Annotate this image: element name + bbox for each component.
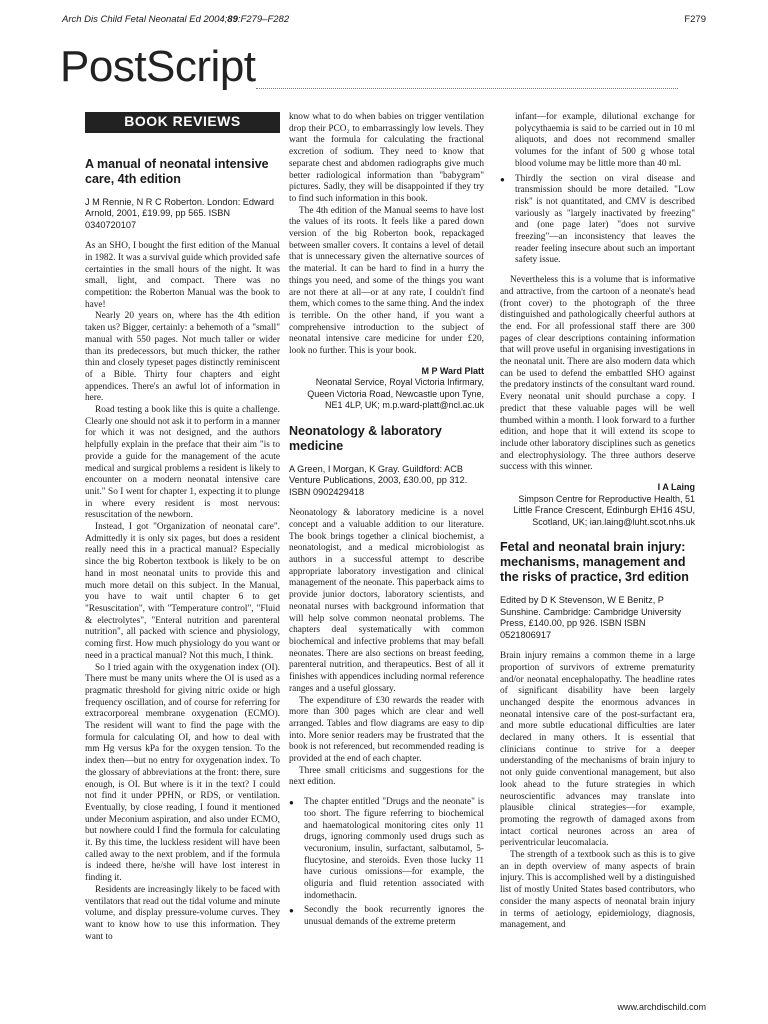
paragraph: Nearly 20 years on, where has the 4th edition taken us? Bigger, certainly: a behemoth of a "small" manual with 550 pages. Not much taller or wider than its predecessors, but much thicker, the rather thin and closely typeset pages distinctly reminiscent of a Bible. Thirty four chapters and eight appendices. There's an awful lot of information in here.: [85, 311, 280, 404]
column-3: [500, 112, 695, 932]
reviewer-affiliation: Simpson Centre for Reproductive Health, 51: [518, 493, 695, 504]
reviewer-affiliation: Scotland, UK; ian.laing@luht.scot.nhs.uk: [532, 516, 695, 527]
footer-link[interactable]: www.archdischild.com: [617, 1002, 706, 1012]
review-title: A manual of neonatal intensive care, 4th edition: [85, 156, 269, 186]
paragraph: Residents are increasingly likely to be faced with ventilators that read out the tidal volume and minute volume, and display pressure-volume curves. They want to know how to use this information. They want to: [85, 884, 280, 942]
dotted-rule: [256, 88, 678, 89]
paragraph: Road testing a book like this is quite a challenge. Clearly one should not ask it to perform in a manner for which it was not designed, and the authors helpfully explain in the preface that their aim "is to provide a guide for the management of the acute medical and surgical problems a resident is likely to encounter on a modern neonatal intensive care unit." So I went for chapter 1, expecting it to plunge in where every resident is most nervous: resuscitation of the newborn.: [85, 405, 280, 521]
paragraph: Three small criticisms and suggestions for the next edition.: [289, 765, 484, 788]
bullet-list: [289, 797, 484, 929]
review-title: Fetal and neonatal brain injury: mechanisms, management and the risks of practice, 3rd edition: [500, 540, 689, 585]
column-2: [289, 112, 484, 937]
section-brand: PostScript: [60, 42, 256, 91]
page-number: F279: [684, 14, 706, 25]
paragraph: Brain injury remains a common theme in a large proportion of survivors of extreme prematurity and/or neonatal encephalopathy. The headline rates of significant disability have been largely unchanged despite the enormous advances in neonatal intensive care of the post-surfactant era, and more subtle educational difficulties are later declared in many others. It is essential that clinicians continue to strive for a deeper understanding of the mechanisms of brain injury to not only guide conventional management, but also look ahead to the future strategies in which neuroscientific advances may translate into plausible clinical strategies—for example, promoting the regrowth of damaged axons from intact cortical neurones across an area of periventricular leucomalacia.: [500, 651, 695, 849]
reviewer-name: I A Laing: [657, 482, 695, 493]
review-citation: J M Rennie, N R C Roberton. London: Edward Arnold, 2001, £19.99, pp 565. ISBN 0340720107: [85, 196, 274, 230]
review-citation: A Green, I Morgan, K Gray. Guildford: ACB Venture Publications, 2003, £30.00, pp 312. ISBN 0902429418: [289, 463, 468, 497]
reviewer-signature: [500, 482, 695, 528]
section-banner: BOOK REVIEWS: [85, 112, 280, 133]
list-item: ● Secondly the book recurrently ignores the unusual demands of the extreme preterm: [289, 905, 484, 928]
column-1: [85, 112, 280, 943]
list-item-continued: infant—for example, dilutional exchange for polycythaemia is said to be carried out in 10 ml aliquots, and does not recommend smaller volumes for the infant of 500 g whose total blood volume may be little more than 40 ml.: [515, 112, 695, 169]
paragraph: know what to do when babies on trigger ventilation drop their PCO₂ to embarrassingly low levels. They want the formula for calculating the fractional excretion of sodium. They need to know that separate chest and abdomen radiographs give much better radiological information than "babygram" pictures. Sadly, they will be disappointed if they try to find such information in this book.: [289, 112, 484, 204]
paragraph: Instead, I got "Organization of neonatal care". Admittedly it is only six pages, but does a resident really need this in a practical manual? Especially since the big Roberton textbook is likely to be on hand in most neonatal units to provide this and much more detail on this subject. In the Manual, you have to wait until chapter 6 to get "Resuscitation", with "Temperature control", "Fluid & electrolytes", "Enteral nutrition and parenteral nutrition", all packed with science and physiology, coming first. How much physiology do you want or need in a practical manual? Not this much, I think.: [85, 522, 280, 661]
paragraph: So I tried again with the oxygenation index (OI). There must be many units where the OI is used as a pragmatic threshold for giving nitric oxide or high frequency oscillation, and of course for referring for extracorporeal membrane oxygenation (ECMO). The resident will want to find the page with the formula for calculating OI, and how to deal with mm Hg versus kPa for the oxygen tension. To the index then—but no entry for oxygenation index. To the glossary of abbreviations at the front: there, sure enough, is OI. But where is it in the text? I could not find it under PPHN, or RDS, or ventilation. Eventually, by close reading, I found it mentioned under Meconium aspiration, and also under ECMO, but nowhere could I find the formula for calculating it. By this time, the luckless resident will have been called away to the next problem, and if the formula is indeed there, he/she will have lost interest in finding it.: [85, 662, 280, 884]
paragraph: The expenditure of £30 rewards the reader with more than 300 pages which are clear and well arranged. Tables and flow diagrams are easy to dip into. More senior readers may be frustrated that the book is not referenced, but recommended reading is provided at the end of each chapter.: [289, 695, 484, 765]
bullet-list: [500, 174, 695, 268]
reviewer-affiliation: Neonatal Service, Royal Victoria Infirmary,: [315, 377, 484, 388]
review-citation: Edited by D K Stevenson, W E Benitz, P Sunshine. Cambridge: Cambridge University Press, £140.00, pp 926. ISBN ISBN 0521806917: [500, 595, 682, 640]
reviewer-affiliation: Little France Crescent, Edinburgh EH16 4SU,: [513, 505, 695, 516]
running-header: Arch Dis Child Fetal Neonatal Ed 2004;89:F279–F282: [62, 14, 290, 25]
list-item: ● Thirdly the section on viral disease and transmission should be more detailed. "Low risk" is not quantitated, and CMV is described variously as "largely inactivated by freezing" and (one page later) "does not survive freezing"—an inconsistency that leaves the reader feeling insecure about such an important safety issue.: [500, 174, 695, 268]
paragraph: As an SHO, I bought the first edition of the Manual in 1982. It was a survival guide which provided safe certainties in the small hours of the night. It was small, light, and compact. There was no competition: the Roberton Manual was the book to have!: [85, 241, 280, 310]
reviewer-affiliation: NE1 4LP, UK; m.p.ward-platt@ncl.ac.uk: [324, 400, 484, 411]
reviewer-name: M P Ward Platt: [421, 365, 484, 376]
paragraph: Nevertheless this is a volume that is informative and attractive, from the cartoon of a neonate's head (front cover) to the photograph of the three distinguished and pathologically cheerful authors at the end. For all professional staff there are 300 pages of clear descriptions containing information that will prove useful in organising investigations in the neonatal unit. There are also modern data which can be used to defend the embattled SHO against the predatory instincts of the consultant ward round. Every neonatal unit should purchase a copy. I predict that these valuable pages will be well thumbed within a month. I look forward to a further edition, and hope that it will extend its scope to include other laboratory disciplines such as genetics and electrophysiology. The three authors deserve success with this winner.: [500, 275, 695, 473]
list-item: ● The chapter entitled "Drugs and the neonate" is too short. The figure referring to biochemical and haematological monitoring cites only 11 drugs, ignoring commonly used drugs such as vecuronium, insulin, surfactant, salbutamol, 5-flucytosine, and steroids. Even those lucky 11 have curious omissions—for example, the oliguria and fluid retention associated with indomethacin.: [289, 797, 484, 902]
paragraph: The strength of a textbook such as this is to give an in depth overview of many aspects of brain injury. This is accomplished well by a distinguished list of mostly United States based contributors, who consider the many aspects of neonatal brain injury in terms of aetiology, epidemiology, diagnosis, management, and: [500, 850, 695, 931]
paragraph: Neonatology & laboratory medicine is a novel concept and a valuable addition to our literature. The book brings together a clinical biochemist, a neonatologist, and a medical microbiologist as authors in a successful attempt to describe appropriate laboratory investigation and clinical management of the neonate. This paperback aims to provide junior doctors, laboratory scientists, and neonatal nurses with background information that will help solve common neonatal problems. The chapters deal systematically with common biochemical and infective problems that may befall neonates. There are also sections on breast feeding, parenteral nutrition, and therapeutics. Best of all it finishes with appendices including normal reference ranges and a useful glossary.: [289, 508, 484, 694]
review-title: Neonatology & laboratory medicine: [289, 423, 442, 453]
reviewer-signature: [289, 366, 484, 412]
paragraph: The 4th edition of the Manual seems to have lost the values of its roots. It feels like a pared down version of the big Roberton book, repackaged between smaller covers. It contains a level of detail that is unnecessary given the alternative sources of the material. It can be hard to find in a hurry the things you need, and some of the things you want are not there at all—or at any rate, I couldn't find them, which comes to the same thing. And the index is terrible. On the other hand, if you want a comprehensive introduction to the subject of neonatal intensive care medicine for under £20, look no further. This is your book.: [289, 205, 484, 357]
reviewer-affiliation: Queen Victoria Road, Newcastle upon Tyne,: [307, 388, 484, 399]
